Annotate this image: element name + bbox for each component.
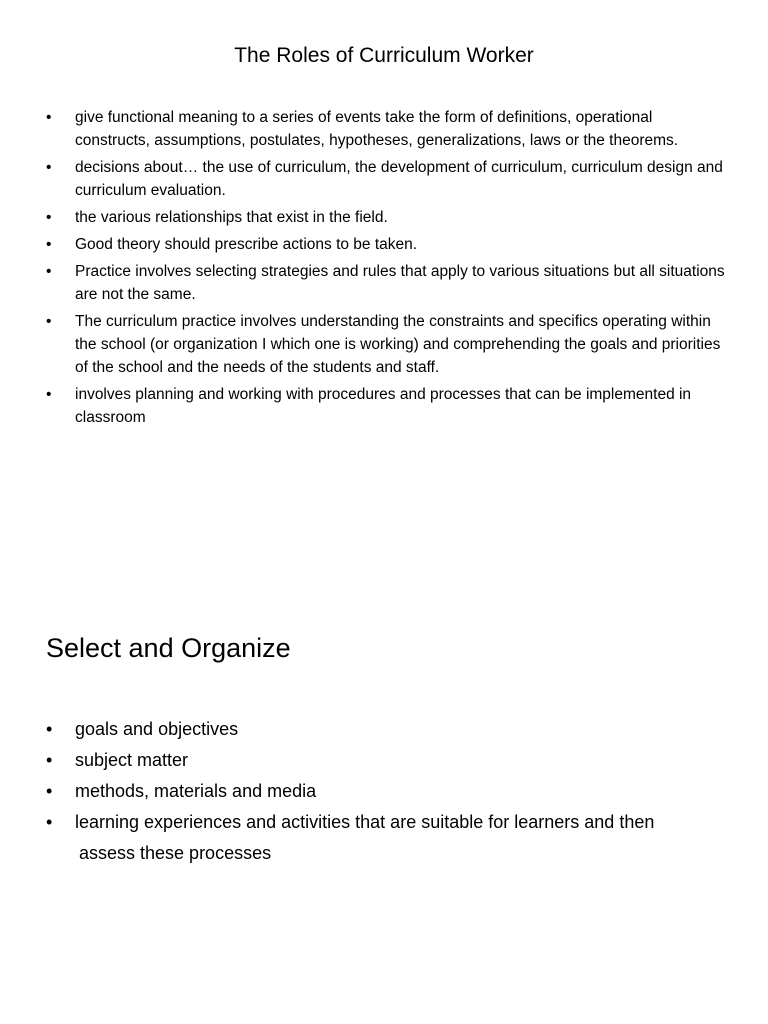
bullet-list <box>46 714 726 869</box>
bullet-list <box>46 106 726 433</box>
list-item: • involves planning and working with procedures and processes that can be implemented in classroom <box>46 383 726 429</box>
bullet-icon: • <box>46 719 53 739</box>
list-item: • subject matter <box>46 745 726 776</box>
list-item: • decisions about… the use of curriculum, the development of curriculum, curriculum design and curriculum evaluation. <box>46 156 726 202</box>
bullet-icon: • <box>46 109 52 126</box>
bullet-icon: • <box>46 263 52 280</box>
list-item: • the various relationships that exist in the field. <box>46 206 726 229</box>
list-item: • The curriculum practice involves understanding the constraints and specifics operating within the school (or organization I which one is working) and comprehending the goals and priorities of the school and the needs of the students and staff. <box>46 310 726 379</box>
bullet-icon: • <box>46 781 53 801</box>
list-item: • Good theory should prescribe actions to be taken. <box>46 233 726 256</box>
list-item: • Practice involves selecting strategies and rules that apply to various situations but all situations are not the same. <box>46 260 726 306</box>
slide-title: The Roles of Curriculum Worker <box>234 44 534 67</box>
bullet-icon: • <box>46 236 52 253</box>
bullet-icon: • <box>46 750 53 770</box>
slide-select-and-organize <box>0 600 768 1024</box>
bullet-icon: • <box>46 209 52 226</box>
list-item: • goals and objectives <box>46 714 726 745</box>
list-item: • give functional meaning to a series of events take the form of definitions, operational constructs, assumptions, postulates, hypotheses, generalizations, laws or the theorems. <box>46 106 726 152</box>
bullet-icon: • <box>46 159 52 176</box>
list-item: • methods, materials and media <box>46 776 726 807</box>
bullet-icon: • <box>46 386 52 403</box>
slide-title: Select and Organize <box>46 633 291 663</box>
list-item: • learning experiences and activities that are suitable for learners and then assess these processes <box>46 807 726 869</box>
bullet-icon: • <box>46 812 53 832</box>
list-item-continuation: assess these processes <box>79 843 272 863</box>
bullet-icon: • <box>46 313 52 330</box>
